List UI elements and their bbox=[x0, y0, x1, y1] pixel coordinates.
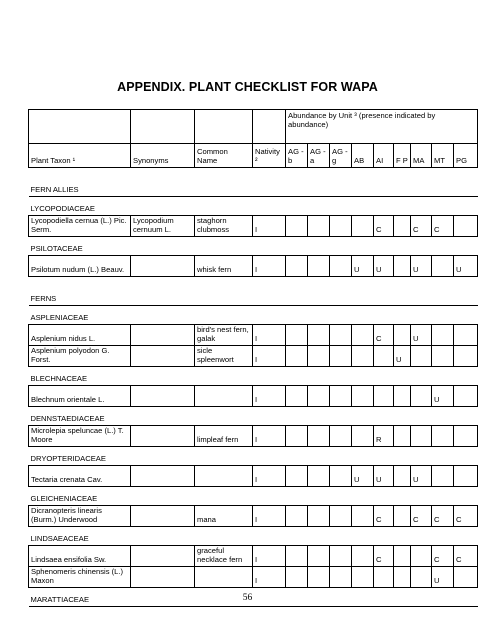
nativity: I bbox=[253, 346, 286, 367]
synonym: Lycopodium cernuum L. bbox=[131, 216, 195, 237]
abundance-cell bbox=[454, 346, 478, 367]
abundance-cell bbox=[308, 567, 330, 588]
abundance-cell: U bbox=[352, 466, 374, 487]
abundance-cell bbox=[411, 386, 432, 407]
nativity: I bbox=[253, 256, 286, 277]
column-header: AI bbox=[374, 144, 394, 168]
group-heading-row bbox=[29, 182, 478, 197]
abundance-cell bbox=[308, 506, 330, 527]
abundance-cell bbox=[394, 506, 411, 527]
abundance-cell bbox=[330, 256, 352, 277]
abundance-cell bbox=[330, 346, 352, 367]
taxon-row bbox=[29, 386, 478, 407]
common-name: sicle spleenwort bbox=[195, 346, 253, 367]
header-spacer-cell bbox=[131, 110, 195, 144]
family-name: LYCOPODIACEAE bbox=[29, 197, 478, 216]
synonym bbox=[131, 256, 195, 277]
abundance-cell bbox=[454, 426, 478, 447]
abundance-cell: C bbox=[374, 216, 394, 237]
taxon-row bbox=[29, 506, 478, 527]
abundance-cell bbox=[308, 426, 330, 447]
taxon-name: Blechnum orientale L. bbox=[29, 386, 131, 407]
column-header: Synonyms bbox=[131, 144, 195, 168]
family-name: GLEICHENIACEAE bbox=[29, 487, 478, 506]
plant-checklist-table bbox=[28, 109, 478, 607]
abundance-cell bbox=[308, 256, 330, 277]
common-name bbox=[195, 466, 253, 487]
taxon-row bbox=[29, 426, 478, 447]
abundance-cell bbox=[394, 466, 411, 487]
page-number: 56 bbox=[242, 593, 253, 603]
abundance-cell bbox=[394, 546, 411, 567]
abundance-cell: C bbox=[432, 546, 454, 567]
taxon-name: Lycopodiella cernua (L.) Pic. Serm. bbox=[29, 216, 131, 237]
taxon-row bbox=[29, 466, 478, 487]
column-header: Plant Taxon ¹ bbox=[29, 144, 131, 168]
abundance-cell: U bbox=[394, 346, 411, 367]
taxon-row bbox=[29, 346, 478, 367]
page-title: APPENDIX. PLANT CHECKLIST FOR WAPA bbox=[117, 80, 378, 94]
abundance-cell bbox=[432, 256, 454, 277]
abundance-cell bbox=[286, 325, 308, 346]
abundance-cell bbox=[394, 567, 411, 588]
abundance-cell bbox=[330, 426, 352, 447]
taxon-name: Asplenium nidus L. bbox=[29, 325, 131, 346]
family-row bbox=[29, 447, 478, 466]
family-name: LINDSAEACEAE bbox=[29, 527, 478, 546]
column-header: AG -a bbox=[308, 144, 330, 168]
taxon-row bbox=[29, 256, 478, 277]
family-name: BLECHNACEAE bbox=[29, 367, 478, 386]
nativity: I bbox=[253, 325, 286, 346]
abundance-cell bbox=[308, 216, 330, 237]
family-row bbox=[29, 237, 478, 256]
abundance-cell bbox=[330, 506, 352, 527]
column-header: Nativity ² bbox=[253, 144, 286, 168]
common-name: bird's nest fern, galak bbox=[195, 325, 253, 346]
abundance-cell bbox=[352, 567, 374, 588]
header-spacer-cell bbox=[253, 110, 286, 144]
spacer-row bbox=[29, 277, 478, 292]
abundance-cell bbox=[330, 325, 352, 346]
abundance-cell bbox=[411, 346, 432, 367]
abundance-cell bbox=[454, 567, 478, 588]
abundance-cell: R bbox=[374, 426, 394, 447]
abundance-cell bbox=[374, 346, 394, 367]
taxon-row bbox=[29, 325, 478, 346]
abundance-cell bbox=[432, 325, 454, 346]
common-name: mana bbox=[195, 506, 253, 527]
abundance-cell bbox=[308, 466, 330, 487]
abundance-cell: C bbox=[432, 506, 454, 527]
nativity: I bbox=[253, 567, 286, 588]
abundance-cell bbox=[411, 426, 432, 447]
abundance-cell bbox=[394, 325, 411, 346]
family-name: ASPLENIACEAE bbox=[29, 306, 478, 325]
abundance-cell bbox=[394, 256, 411, 277]
family-row bbox=[29, 197, 478, 216]
taxon-row bbox=[29, 216, 478, 237]
abundance-cell: C bbox=[374, 506, 394, 527]
abundance-cell: C bbox=[454, 546, 478, 567]
column-header: AG -g bbox=[330, 144, 352, 168]
abundance-cell bbox=[411, 546, 432, 567]
abundance-cell bbox=[308, 546, 330, 567]
column-header: PG bbox=[454, 144, 478, 168]
family-name: DENNSTAEDIACEAE bbox=[29, 407, 478, 426]
abundance-cell bbox=[308, 325, 330, 346]
synonym bbox=[131, 506, 195, 527]
taxon-name: Tectaria crenata Cav. bbox=[29, 466, 131, 487]
abundance-cell: U bbox=[432, 386, 454, 407]
abundance-cell: U bbox=[432, 567, 454, 588]
family-name: MARATTIACEAE bbox=[29, 588, 478, 607]
abundance-cell: U bbox=[454, 256, 478, 277]
abundance-cell bbox=[352, 346, 374, 367]
synonym bbox=[131, 386, 195, 407]
synonym bbox=[131, 426, 195, 447]
common-name: limpleaf fern bbox=[195, 426, 253, 447]
abundance-cell bbox=[394, 216, 411, 237]
abundance-cell bbox=[352, 216, 374, 237]
nativity: I bbox=[253, 466, 286, 487]
abundance-cell bbox=[286, 386, 308, 407]
abundance-cell bbox=[330, 216, 352, 237]
abundance-cell: C bbox=[454, 506, 478, 527]
common-name: whisk fern bbox=[195, 256, 253, 277]
family-name: PSILOTACEAE bbox=[29, 237, 478, 256]
column-header: F P bbox=[394, 144, 411, 168]
taxon-row bbox=[29, 567, 478, 588]
taxon-name: Microlepia speluncae (L.) T. Moore bbox=[29, 426, 131, 447]
abundance-cell: U bbox=[352, 256, 374, 277]
abundance-cell: C bbox=[374, 325, 394, 346]
abundance-cell bbox=[352, 386, 374, 407]
synonym bbox=[131, 546, 195, 567]
abundance-cell bbox=[411, 567, 432, 588]
abundance-cell bbox=[432, 466, 454, 487]
abundance-cell bbox=[432, 426, 454, 447]
synonym bbox=[131, 567, 195, 588]
abundance-cell bbox=[286, 546, 308, 567]
synonym bbox=[131, 346, 195, 367]
abundance-cell: C bbox=[411, 216, 432, 237]
family-row bbox=[29, 367, 478, 386]
family-row bbox=[29, 306, 478, 325]
abundance-cell bbox=[454, 466, 478, 487]
header-spacer-cell bbox=[195, 110, 253, 144]
header-row-abundance bbox=[29, 110, 478, 144]
family-name: DRYOPTERIDACEAE bbox=[29, 447, 478, 466]
taxon-name: Dicranopteris linearis (Burm.) Underwood bbox=[29, 506, 131, 527]
nativity: I bbox=[253, 426, 286, 447]
synonym bbox=[131, 466, 195, 487]
family-row bbox=[29, 407, 478, 426]
abundance-cell: C bbox=[432, 216, 454, 237]
abundance-cell bbox=[352, 325, 374, 346]
abundance-cell: U bbox=[411, 325, 432, 346]
column-header: MA bbox=[411, 144, 432, 168]
abundance-cell bbox=[394, 386, 411, 407]
abundance-cell bbox=[374, 567, 394, 588]
nativity: I bbox=[253, 546, 286, 567]
common-name: staghorn clubmoss bbox=[195, 216, 253, 237]
abundance-cell bbox=[286, 567, 308, 588]
abundance-cell bbox=[286, 216, 308, 237]
nativity: I bbox=[253, 216, 286, 237]
group-heading: FERN ALLIES bbox=[30, 185, 79, 195]
abundance-cell: U bbox=[411, 466, 432, 487]
nativity: I bbox=[253, 506, 286, 527]
taxon-name: Lindsaea ensifolia Sw. bbox=[29, 546, 131, 567]
abundance-cell bbox=[286, 346, 308, 367]
abundance-cell bbox=[454, 216, 478, 237]
header-row-columns bbox=[29, 144, 478, 168]
abundance-cell bbox=[352, 506, 374, 527]
common-name bbox=[195, 386, 253, 407]
family-row bbox=[29, 527, 478, 546]
abundance-cell bbox=[454, 325, 478, 346]
abundance-cell bbox=[352, 546, 374, 567]
abundance-cell bbox=[432, 346, 454, 367]
nativity: I bbox=[253, 386, 286, 407]
group-heading-row bbox=[29, 291, 478, 306]
abundance-cell bbox=[374, 386, 394, 407]
abundance-cell: C bbox=[374, 546, 394, 567]
taxon-row bbox=[29, 546, 478, 567]
abundance-cell bbox=[286, 506, 308, 527]
synonym bbox=[131, 325, 195, 346]
abundance-cell bbox=[330, 466, 352, 487]
abundance-cell bbox=[308, 346, 330, 367]
common-name: graceful necklace fern bbox=[195, 546, 253, 567]
taxon-name: Psilotum nudum (L.) Beauv. bbox=[29, 256, 131, 277]
abundance-cell bbox=[454, 386, 478, 407]
abundance-cell bbox=[286, 256, 308, 277]
taxon-name: Asplenium polyodon G. Forst. bbox=[29, 346, 131, 367]
abundance-cell bbox=[286, 426, 308, 447]
column-header: Common Name bbox=[195, 144, 253, 168]
column-header: AB bbox=[352, 144, 374, 168]
abundance-cell bbox=[330, 546, 352, 567]
header-spacer-cell bbox=[29, 110, 131, 144]
abundance-cell bbox=[308, 386, 330, 407]
group-heading: FERNS bbox=[30, 294, 57, 304]
abundance-cell bbox=[330, 567, 352, 588]
abundance-header: Abundance by Unit ³ (presence indicated by abundance) bbox=[286, 110, 478, 144]
abundance-cell: C bbox=[411, 506, 432, 527]
common-name bbox=[195, 567, 253, 588]
abundance-cell bbox=[286, 466, 308, 487]
abundance-cell: U bbox=[411, 256, 432, 277]
abundance-cell: U bbox=[374, 256, 394, 277]
abundance-cell bbox=[330, 386, 352, 407]
abundance-cell bbox=[394, 426, 411, 447]
taxon-name: Sphenomeris chinensis (L.) Maxon bbox=[29, 567, 131, 588]
abundance-cell bbox=[352, 426, 374, 447]
family-row bbox=[29, 487, 478, 506]
column-header: AG -b bbox=[286, 144, 308, 168]
column-header: MT bbox=[432, 144, 454, 168]
spacer-row bbox=[29, 168, 478, 183]
abundance-cell: U bbox=[374, 466, 394, 487]
